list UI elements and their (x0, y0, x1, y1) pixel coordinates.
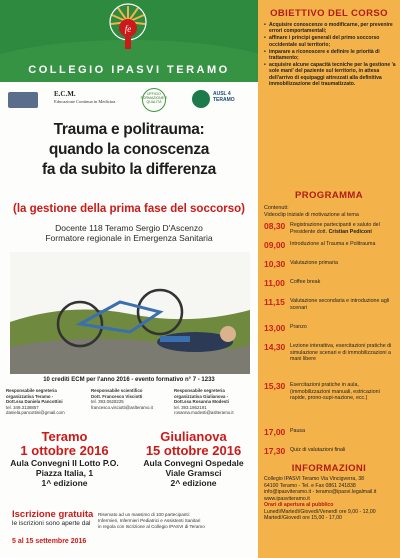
city-place-1: Aula Convegni Ospedale (143, 458, 244, 468)
program-row (264, 342, 396, 362)
program-time: 14,30 (264, 342, 286, 352)
info-address: Collegio IPASVI Teramo Via Vincigverra, 38 (264, 476, 364, 482)
program-row (264, 381, 396, 401)
ecm-title: E.C.M. (54, 90, 76, 98)
bicycle-accident-photo (10, 252, 250, 374)
responsabile-1 (6, 388, 84, 416)
docente-line-2: Formatore regionale in Emergenza Sanitaria (45, 233, 213, 243)
edition-cities (0, 430, 258, 510)
docente-info (0, 223, 258, 243)
riservato-line-1: Riservato ad un massimo di 100 partecipanti: (98, 512, 190, 517)
ausl-text (213, 91, 235, 103)
prog-head-2: Videoclip iniziale di motivazione al tema (264, 212, 359, 218)
info-email[interactable]: info@ipasviteramo.it - teramo@ipasvi.legalmail.it (264, 489, 377, 495)
ausl-name: AUSL 4 (213, 91, 231, 97)
objective-title: OBIETTIVO DEL CORSO (270, 8, 388, 19)
riservato-line-2: Infermieri, Infermieri Pediatrici e Assistenti Sanitari (98, 518, 201, 523)
right-column (258, 0, 400, 558)
title-line-1: Trauma e politrauma: (53, 121, 205, 138)
orari-2: Martedì/Giovedì ore 15,00 - 17,00 (264, 515, 342, 521)
resp-name: Dott. Francesco Visciotti (91, 393, 143, 399)
main-title (0, 120, 258, 180)
program-row (264, 427, 396, 443)
program-time: 10,30 (264, 259, 286, 269)
program-time: 17,00 (264, 427, 286, 437)
ausl-logo-icon (192, 90, 210, 108)
program-desc: Quiz di valutazioni finali (290, 447, 346, 453)
resp-tel: tel. 393.0628225 (91, 399, 124, 404)
header-banner (0, 0, 258, 82)
program-time: 09,00 (264, 240, 286, 250)
program-desc: Pranzo (290, 324, 307, 330)
resp-tel: tel. 393.1862191 (174, 404, 207, 410)
program-desc: Valutazione primaria (290, 260, 338, 266)
city-edition: 1^ edizione (41, 478, 88, 488)
program-row (264, 259, 396, 275)
ecm-logo-icon (8, 92, 38, 108)
resp-role: Responsabile scientifico (91, 388, 143, 393)
program-time: 08,30 (264, 221, 286, 231)
ecm-subtitle: Educazione Continua in Medicina (54, 99, 116, 104)
program-desc: Valutazione secondaria e introduzione agli scenari (290, 298, 390, 311)
objective-list (264, 22, 396, 88)
informazioni-title: INFORMAZIONI (291, 463, 367, 474)
ufficio-formazione-text: UFFICIO FORMAZIONE E QUALITÀ (140, 92, 168, 104)
partner-logos (8, 88, 254, 116)
city-place-1: Aula Convegni II Lotto P.O. (10, 458, 119, 468)
program-time: 13,00 (264, 323, 286, 333)
city-name: Giulianova (160, 429, 227, 444)
orari-1: Lunedì/Martedì/Giovedì/Venerdì ore 9,00 - 12,00 (264, 508, 376, 515)
iscrizione-text: le iscrizioni sono aperte dal (12, 520, 91, 527)
program-desc: Pausa (290, 428, 306, 434)
city-giulianova (129, 430, 258, 488)
program-time: 11,15 (264, 297, 285, 307)
svg-text:fe: fe (124, 24, 132, 34)
program-time: 11,00 (264, 278, 285, 288)
program-desc: Registrazione partecipanti e saluto del Presidente dott. Cristian Pediconi (290, 222, 380, 235)
info-block (264, 476, 396, 522)
crediti-ecm: 10 crediti ECM per l'anno 2016 - evento formativo n° 7 - 1233 (43, 377, 215, 383)
responsabile-2 (91, 388, 169, 410)
iscrizione-dates: 5 al 15 settembre 2016 (12, 538, 87, 545)
city-name: Teramo (41, 429, 88, 444)
title-line-2: quando la conoscenza (48, 141, 210, 158)
footer (6, 510, 258, 556)
program-desc: Introduzione al Trauma e Politrauma (290, 241, 376, 247)
resp-role: Responsabile segreteria organizzativa Giulianova - (174, 388, 229, 399)
program-row (264, 278, 396, 294)
responsabile-3 (174, 388, 252, 416)
resp-name: Dott.ssa Rosanna Modesti (174, 399, 229, 404)
city-edition: 2^ edizione (170, 478, 217, 488)
riservato-line-3: in regola con Iscrizione al Collegio IPASVI di Teramo (98, 524, 205, 529)
program-row (264, 221, 396, 237)
program-desc: Coffee break (290, 279, 321, 285)
info-website[interactable]: www.ipasviteramo.it (264, 495, 310, 502)
city-teramo (0, 430, 129, 488)
orari-label: Orari di apertura al pubblico (264, 502, 334, 508)
program-row (264, 240, 396, 256)
ausl-city: TERAMO (213, 97, 235, 103)
resp-email: daniela.pancottini@gmail.com (6, 410, 65, 415)
objective-item: • Acquisire conoscenze o modificarne, per prevenire errori comportamentali; (264, 22, 396, 35)
city-place-2: Piazza Italia, 1 (35, 468, 94, 478)
subtitle: (la gestione della prima fase del soccorso) (13, 203, 245, 215)
program-desc: Esercitazioni pratiche in aula, (immobilizzazioni manuali, estricazioni rapide, prono-supi-nazione, ecc.) (290, 382, 380, 401)
city-date: 1 ottobre 2016 (20, 443, 109, 458)
program-desc: Lezione interattiva, esercitazioni pratiche di simulazione scenari e di immobilizzazioni a mani libere (290, 343, 392, 362)
resp-tel: tel. 349.3138857 (6, 404, 39, 410)
city-place-2: Viale Gramsci (165, 468, 222, 478)
objective-item: • imparare a riconoscere e definire le priorità di trattamento; (264, 49, 396, 62)
info-phone: 64100 Teramo - Tel. e Fax 0861 241838 (264, 482, 356, 489)
objective-item: • affinare i principi generali del primo soccorso occidentale sul territorio; (264, 35, 396, 48)
objective-item: • acquisire alcune capacità tecniche per la gestione 'a sole mani' del paziente sul territorio, in attesa dell'arrivo di equipaggi attrezzati alla definitiva immobilizzazione del traumatizzato. (264, 62, 396, 88)
resp-name: Dott.ssa Daniela Pancottini (6, 399, 63, 404)
programma-title: PROGRAMMA (295, 190, 363, 201)
college-title: COLLEGIO IPASVI TERAMO (28, 64, 230, 76)
prog-head-1: Contenuti: (264, 205, 289, 211)
riservato-info (98, 512, 258, 530)
program-row (264, 323, 396, 339)
docente-line-1: Docente 118 Teramo Sergio D'Ascenzo (55, 223, 203, 233)
title-line-3: fa da subito la differenza (42, 161, 216, 178)
program-time: 17,30 (264, 446, 286, 456)
ipasvi-emblem-icon (108, 2, 148, 54)
resp-role: Responsabile segreteria organizzativa Teramo - (6, 388, 57, 399)
city-date: 15 ottobre 2016 (145, 443, 242, 458)
resp-email: francesco.visciotti@aslteramo.it (91, 404, 153, 410)
iscrizione-title: Iscrizione gratuita (12, 509, 94, 520)
program-row (264, 297, 396, 313)
resp-email: rosanna.modesti@aslteramo.it (174, 410, 234, 415)
programma-head (264, 205, 396, 219)
program-row (264, 446, 396, 462)
program-time: 15,30 (264, 381, 286, 391)
